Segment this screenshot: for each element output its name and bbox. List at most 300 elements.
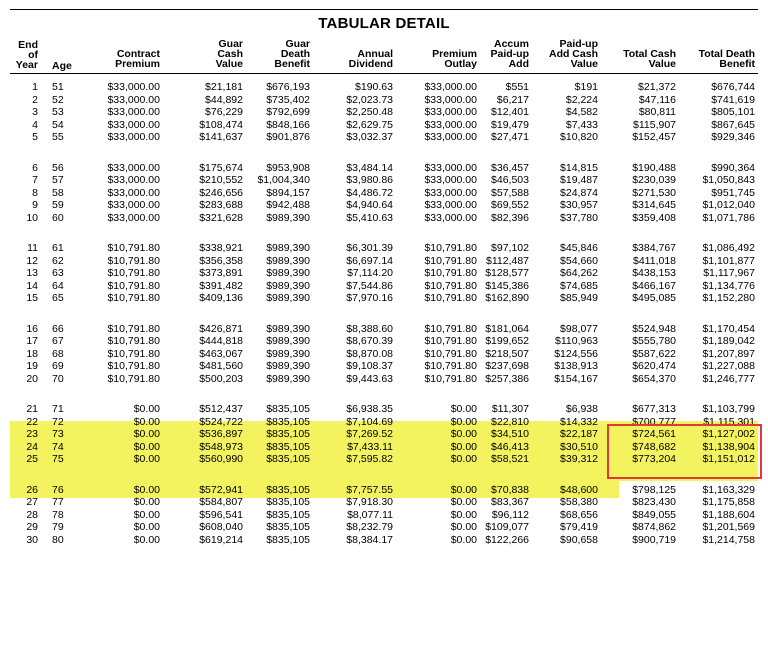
table-cell: $874,862 — [632, 521, 676, 533]
table-cell: 6 — [32, 161, 38, 174]
table-cell: $989,390 — [266, 372, 310, 385]
table-cell: 13 — [26, 267, 38, 279]
column-header: Annual Dividend — [348, 48, 393, 70]
column-header: Paid-up Add Cash Value — [548, 38, 598, 70]
table-cell: $48,600 — [560, 483, 598, 496]
table-cell: $33,000.00 — [424, 131, 477, 143]
table-cell: $929,346 — [711, 131, 755, 143]
table-cell: $33,000.00 — [107, 81, 160, 93]
table-cell: $0.00 — [450, 453, 477, 465]
table-cell: $1,246,777 — [702, 372, 755, 385]
table-cell: $9,108.37 — [346, 360, 393, 372]
table-cell: $1,170,454 — [702, 322, 755, 335]
table-cell: $676,193 — [266, 81, 310, 93]
table-cell: $33,000.00 — [107, 131, 160, 143]
table-cell: $145,386 — [485, 279, 529, 292]
table-cell: $835,105 — [266, 453, 310, 465]
table-cell: $57,588 — [491, 186, 529, 199]
column-header: End of Year — [15, 39, 38, 71]
table-cell: $82,396 — [491, 211, 529, 224]
table-cell: $83,367 — [491, 496, 529, 508]
table-cell: $0.00 — [133, 508, 160, 521]
table-cell: $481,560 — [199, 360, 243, 372]
table-cell: $19,487 — [560, 174, 598, 186]
table-cell: $0.00 — [450, 508, 477, 521]
table-cell: $271,530 — [632, 186, 676, 199]
table-cell: 59 — [52, 199, 64, 211]
table-cell: $115,907 — [632, 118, 676, 131]
table-cell: $2,023.73 — [346, 93, 393, 106]
table-cell: $619,214 — [199, 533, 243, 546]
table-cell: $7,104.69 — [346, 415, 393, 428]
table-cell: 73 — [52, 428, 64, 440]
table-cell: 8 — [32, 186, 38, 199]
table-cell: $989,390 — [266, 254, 310, 267]
table-cell: $34,510 — [491, 428, 529, 440]
table-cell: $10,791.80 — [424, 322, 477, 335]
table-cell: $3,980.86 — [346, 174, 393, 186]
table-cell: $1,214,758 — [702, 533, 755, 546]
table-cell: 30 — [26, 533, 38, 546]
table-cell: 66 — [52, 322, 64, 335]
table-cell: $33,000.00 — [424, 161, 477, 174]
table-cell: $835,105 — [266, 533, 310, 546]
table-cell: $0.00 — [133, 453, 160, 465]
table-cell: $10,791.80 — [107, 360, 160, 372]
table-cell: $1,134,776 — [702, 279, 755, 292]
table-cell: 27 — [26, 496, 38, 508]
table-cell: 26 — [26, 483, 38, 496]
table-cell: $246,656 — [199, 186, 243, 199]
table-cell: $1,086,492 — [702, 242, 755, 254]
table-cell: $735,402 — [266, 93, 310, 106]
table-cell: $1,207,897 — [702, 347, 755, 360]
table-cell: $190,488 — [632, 161, 676, 174]
table-cell: $76,229 — [205, 106, 243, 118]
table-cell: $11,307 — [491, 403, 529, 415]
table-cell: 5 — [32, 131, 38, 143]
table-cell: $953,908 — [266, 161, 310, 174]
table-cell: $33,000.00 — [424, 81, 477, 93]
table-cell: $989,390 — [266, 322, 310, 335]
table-cell: $33,000.00 — [424, 186, 477, 199]
table-cell: 1 — [32, 81, 38, 93]
table-cell: $7,269.52 — [346, 428, 393, 440]
table-cell: $951,745 — [711, 186, 755, 199]
table-cell: $0.00 — [133, 496, 160, 508]
table-cell: $835,105 — [266, 415, 310, 428]
table-cell: $989,390 — [266, 360, 310, 372]
table-cell: $676,744 — [711, 81, 755, 93]
table-cell: $0.00 — [133, 440, 160, 453]
table-cell: $1,163,329 — [702, 483, 755, 496]
table-cell: 23 — [26, 428, 38, 440]
table-cell: 22 — [26, 415, 38, 428]
table-cell: $33,000.00 — [107, 211, 160, 224]
table-cell: $14,815 — [560, 161, 598, 174]
table-cell: 19 — [26, 360, 38, 372]
table-cell: $901,876 — [266, 131, 310, 143]
table-cell: $10,791.80 — [424, 347, 477, 360]
table-cell: $989,390 — [266, 267, 310, 279]
table-cell: $96,112 — [491, 508, 529, 521]
table-cell: $495,085 — [632, 292, 676, 304]
table-cell: $44,892 — [205, 93, 243, 106]
table-cell: $237,698 — [485, 360, 529, 372]
column-header: Premium Outlay — [432, 48, 477, 70]
table-cell: $1,227,088 — [702, 360, 755, 372]
table-cell: $10,791.80 — [107, 322, 160, 335]
table-cell: $463,067 — [199, 347, 243, 360]
table-cell: $24,874 — [560, 186, 598, 199]
table-cell: $109,077 — [485, 521, 529, 533]
table-cell: $512,437 — [199, 403, 243, 415]
callout-box — [607, 424, 762, 479]
table-cell: $33,000.00 — [424, 106, 477, 118]
table-cell: $1,103,799 — [702, 403, 755, 415]
table-cell: $8,388.60 — [346, 322, 393, 335]
table-cell: $2,224 — [565, 93, 598, 106]
table-cell: $4,486.72 — [346, 186, 393, 199]
table-cell: $466,167 — [632, 279, 676, 292]
table-cell: 74 — [52, 440, 64, 453]
table-cell: 15 — [26, 292, 38, 304]
table-cell: 7 — [32, 174, 38, 186]
table-cell: $10,791.80 — [107, 254, 160, 267]
table-cell: $989,390 — [266, 335, 310, 347]
table-cell: $373,891 — [199, 267, 243, 279]
table-cell: $849,055 — [632, 508, 676, 521]
table-cell: $33,000.00 — [107, 186, 160, 199]
column-header: Contract Premium — [115, 48, 160, 70]
table-cell: $792,699 — [266, 106, 310, 118]
table-cell: $1,188,604 — [702, 508, 755, 521]
table-cell: $805,101 — [711, 106, 755, 118]
table-cell: $7,544.86 — [346, 279, 393, 292]
table-cell: $867,645 — [711, 118, 755, 131]
table-cell: $58,380 — [560, 496, 598, 508]
table-cell: 61 — [52, 242, 64, 254]
table-cell: 20 — [26, 372, 38, 385]
table-cell: $69,552 — [491, 199, 529, 211]
table-cell: $6,697.14 — [346, 254, 393, 267]
table-cell: 14 — [26, 279, 38, 292]
table-cell: $384,767 — [632, 242, 676, 254]
table-cell: $1,152,280 — [702, 292, 755, 304]
table-cell: $894,157 — [266, 186, 310, 199]
table-cell: $608,040 — [199, 521, 243, 533]
table-cell: 71 — [52, 403, 64, 415]
table-cell: $0.00 — [450, 533, 477, 546]
top-rule — [10, 9, 758, 10]
table-cell: 77 — [52, 496, 64, 508]
table-cell: $835,105 — [266, 483, 310, 496]
page-title: TABULAR DETAIL — [318, 15, 450, 32]
table-cell: $989,390 — [266, 279, 310, 292]
table-cell: $500,203 — [199, 372, 243, 385]
table-cell: 75 — [52, 453, 64, 465]
table-cell: $10,791.80 — [424, 279, 477, 292]
table-cell: $0.00 — [450, 440, 477, 453]
table-cell: $33,000.00 — [107, 106, 160, 118]
table-cell: $33,000.00 — [424, 199, 477, 211]
table-cell: $677,313 — [632, 403, 676, 415]
table-cell: $551 — [505, 81, 529, 93]
table-cell: 24 — [26, 440, 38, 453]
table-cell: 62 — [52, 254, 64, 267]
table-cell: 3 — [32, 106, 38, 118]
table-cell: $10,791.80 — [424, 242, 477, 254]
table-cell: $1,201,569 — [702, 521, 755, 533]
table-cell: 80 — [52, 533, 64, 546]
table-cell: $411,018 — [632, 254, 676, 267]
table-cell: $524,948 — [632, 322, 676, 335]
table-cell: $7,918.30 — [346, 496, 393, 508]
column-header: Total Cash Value — [623, 48, 676, 70]
table-cell: $21,181 — [205, 81, 243, 93]
table-cell: $835,105 — [266, 508, 310, 521]
table-cell: $191 — [574, 81, 598, 93]
table-cell: $835,105 — [266, 428, 310, 440]
table-cell: $0.00 — [450, 521, 477, 533]
table-cell: $7,433.11 — [347, 440, 393, 453]
table-cell: 16 — [26, 322, 38, 335]
table-cell: $555,780 — [632, 335, 676, 347]
table-cell: $90,658 — [560, 533, 598, 546]
table-cell: 18 — [26, 347, 38, 360]
table-cell: $21,372 — [638, 81, 676, 93]
table-cell: $1,151,012 — [702, 453, 755, 465]
table-cell: $391,482 — [199, 279, 243, 292]
table-cell: $6,217 — [496, 93, 529, 106]
table-cell: $1,175,858 — [702, 496, 755, 508]
table-cell: $572,941 — [199, 483, 243, 496]
table-cell: $560,990 — [199, 453, 243, 465]
table-cell: $22,187 — [560, 428, 598, 440]
table-cell: $6,938.35 — [346, 403, 393, 415]
table-cell: $848,166 — [266, 118, 310, 131]
table-cell: $45,846 — [560, 242, 598, 254]
table-cell: $218,507 — [485, 347, 529, 360]
table-cell: 29 — [26, 521, 38, 533]
table-cell: $444,818 — [199, 335, 243, 347]
table-cell: $741,619 — [711, 93, 755, 106]
table-cell: $33,000.00 — [107, 199, 160, 211]
table-cell: $7,433 — [565, 118, 598, 131]
table-cell: $5,410.63 — [346, 211, 393, 224]
table-cell: $990,364 — [711, 161, 755, 174]
table-cell: $0.00 — [133, 415, 160, 428]
table-cell: 11 — [27, 242, 38, 254]
table-cell: $7,114.20 — [347, 267, 393, 279]
table-cell: 21 — [26, 403, 38, 415]
table-cell: 76 — [52, 483, 64, 496]
table-cell: $0.00 — [450, 483, 477, 496]
table-cell: $10,791.80 — [424, 267, 477, 279]
table-cell: 53 — [52, 106, 64, 118]
table-cell: $1,115,301 — [703, 415, 755, 428]
table-cell: $10,791.80 — [107, 242, 160, 254]
table-cell: $33,000.00 — [424, 211, 477, 224]
table-cell: $8,384.17 — [346, 533, 393, 546]
table-cell: $700,777 — [632, 415, 676, 428]
table-cell: $835,105 — [266, 521, 310, 533]
table-cell: 28 — [26, 508, 38, 521]
table-cell: 54 — [52, 118, 64, 131]
table-cell: $942,488 — [266, 199, 310, 211]
table-cell: $30,957 — [560, 199, 598, 211]
table-cell: $199,652 — [485, 335, 529, 347]
table-cell: $141,637 — [199, 131, 243, 143]
table-cell: $181,064 — [485, 322, 529, 335]
table-cell: 64 — [52, 279, 64, 292]
table-cell: $58,521 — [491, 453, 529, 465]
table-cell: $33,000.00 — [107, 161, 160, 174]
table-cell: 55 — [52, 131, 64, 143]
table-cell: $989,390 — [266, 211, 310, 224]
table-cell: $835,105 — [266, 440, 310, 453]
table-cell: $8,670.39 — [346, 335, 393, 347]
table-cell: $835,105 — [266, 496, 310, 508]
table-cell: $8,870.08 — [346, 347, 393, 360]
table-cell: $2,629.75 — [346, 118, 393, 131]
table-cell: $1,117,967 — [703, 267, 755, 279]
table-cell: $154,167 — [554, 372, 598, 385]
table-cell: $8,077.11 — [347, 508, 393, 521]
column-header: Guar Cash Value — [215, 38, 243, 70]
table-cell: 57 — [52, 174, 64, 186]
table-cell: 63 — [52, 267, 64, 279]
table-cell: 67 — [52, 335, 64, 347]
table-cell: $70,838 — [491, 483, 529, 496]
table-cell: 70 — [52, 372, 64, 385]
table-cell: $74,685 — [560, 279, 598, 292]
table-cell: $19,479 — [491, 118, 529, 131]
table-cell: 58 — [52, 186, 64, 199]
table-cell: $33,000.00 — [424, 174, 477, 186]
table-cell: $30,510 — [560, 440, 598, 453]
table-cell: $0.00 — [133, 483, 160, 496]
table-cell: $190.63 — [355, 81, 393, 93]
table-cell: 79 — [52, 521, 64, 533]
table-cell: $7,757.55 — [346, 483, 393, 496]
table-cell: $46,503 — [491, 174, 529, 186]
table-cell: 52 — [52, 93, 64, 106]
table-cell: $9,443.63 — [346, 372, 393, 385]
column-header: Age — [52, 60, 72, 72]
table-cell: $10,791.80 — [424, 292, 477, 304]
table-cell: $10,791.80 — [107, 292, 160, 304]
table-cell: $356,358 — [199, 254, 243, 267]
table-cell: $46,413 — [491, 440, 529, 453]
table-cell: $12,401 — [491, 106, 529, 118]
table-cell: $989,390 — [266, 242, 310, 254]
table-cell: $426,871 — [199, 322, 243, 335]
table-cell: $584,807 — [199, 496, 243, 508]
table-cell: $112,487 — [485, 254, 529, 267]
table-cell: $36,457 — [491, 161, 529, 174]
table-cell: $10,791.80 — [107, 372, 160, 385]
table-cell: $10,791.80 — [107, 267, 160, 279]
table-cell: $989,390 — [266, 292, 310, 304]
table-cell: $0.00 — [450, 428, 477, 440]
table-cell: $10,791.80 — [107, 279, 160, 292]
table-cell: $124,556 — [554, 347, 598, 360]
table-cell: $620,474 — [632, 360, 676, 372]
table-cell: $1,101,877 — [702, 254, 755, 267]
table-cell: 60 — [52, 211, 64, 224]
table-cell: $68,656 — [560, 508, 598, 521]
table-cell: $3,484.14 — [346, 161, 393, 174]
table-cell: $33,000.00 — [424, 93, 477, 106]
table-cell: $1,050,843 — [702, 174, 755, 186]
table-cell: $64,262 — [560, 267, 598, 279]
table-cell: $210,552 — [199, 174, 243, 186]
table-cell: $989,390 — [266, 347, 310, 360]
table-cell: $10,791.80 — [424, 360, 477, 372]
table-cell: $409,136 — [199, 292, 243, 304]
table-cell: $122,266 — [485, 533, 529, 546]
table-cell: $33,000.00 — [107, 174, 160, 186]
table-cell: $37,780 — [560, 211, 598, 224]
table-cell: $587,622 — [632, 347, 676, 360]
table-cell: $14,332 — [560, 415, 598, 428]
table-cell: $22,810 — [491, 415, 529, 428]
table-cell: 51 — [52, 81, 64, 93]
table-cell: $1,012,040 — [702, 199, 755, 211]
table-cell: 72 — [52, 415, 64, 428]
table-cell: $314,645 — [632, 199, 676, 211]
table-cell: $152,457 — [632, 131, 676, 143]
table-cell: $0.00 — [133, 521, 160, 533]
table-cell: $54,660 — [560, 254, 598, 267]
table-cell: $80,811 — [638, 106, 676, 118]
table-cell: $0.00 — [133, 533, 160, 546]
table-cell: $835,105 — [266, 403, 310, 415]
table-cell: $359,408 — [632, 211, 676, 224]
table-cell: $748,682 — [632, 440, 676, 453]
table-cell: $0.00 — [450, 496, 477, 508]
header-rule — [10, 73, 758, 74]
table-cell: 9 — [32, 199, 38, 211]
table-cell: $1,071,786 — [702, 211, 755, 224]
table-cell: $1,004,340 — [257, 174, 310, 186]
table-cell: $10,791.80 — [424, 335, 477, 347]
table-cell: $97,102 — [491, 242, 529, 254]
table-cell: $724,561 — [632, 428, 676, 440]
table-cell: $1,127,002 — [702, 428, 755, 440]
table-cell: $2,250.48 — [346, 106, 393, 118]
table-cell: 78 — [52, 508, 64, 521]
table-cell: $230,039 — [632, 174, 676, 186]
column-header: Guar Death Benefit — [274, 38, 310, 70]
table-cell: 2 — [32, 93, 38, 106]
table-cell: $0.00 — [133, 428, 160, 440]
column-header: Total Death Benefit — [698, 48, 755, 70]
table-cell: $47,116 — [638, 93, 676, 106]
table-cell: $33,000.00 — [107, 93, 160, 106]
table-cell: $10,791.80 — [424, 254, 477, 267]
table-cell: $321,628 — [199, 211, 243, 224]
table-cell: $33,000.00 — [424, 118, 477, 131]
table-cell: $33,000.00 — [107, 118, 160, 131]
table-cell: $85,949 — [560, 292, 598, 304]
table-cell: $654,370 — [632, 372, 676, 385]
table-cell: $536,897 — [199, 428, 243, 440]
table-cell: $79,419 — [560, 521, 598, 533]
table-cell: $596,541 — [199, 508, 243, 521]
table-cell: 68 — [52, 347, 64, 360]
